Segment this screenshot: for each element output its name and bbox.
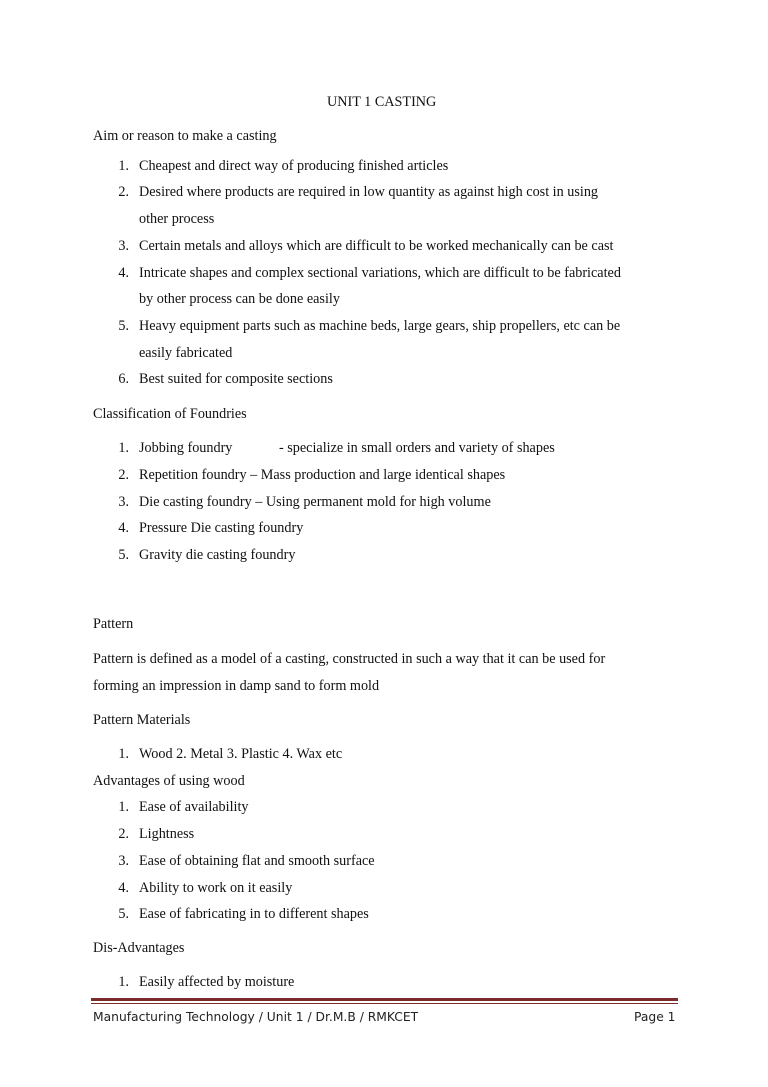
materials-item-number: 1. [118,746,129,762]
aim-item-text: Intricate shapes and complex sectional variations, which are difficult to be fabricated [139,265,621,281]
footer-course-info: Manufacturing Technology / Unit 1 / Dr.M.B / RMKCET [93,1010,419,1024]
disadvantage-item-number: 1. [118,974,129,990]
aim-item-text-continued: by other process can be done easily [139,291,340,307]
advantages-heading: Advantages of using wood [93,773,245,789]
pattern-materials-heading: Pattern Materials [93,712,191,728]
pattern-definition: Pattern is defined as a model of a casting, constructed in such a way that it can be used for [93,651,606,667]
aim-item-number: 4. [118,265,129,281]
advantage-item-number: 1. [118,799,129,815]
foundry-item-number: 5. [118,547,129,563]
pattern-definition-continued: forming an impression in damp sand to form mold [93,678,380,694]
advantage-item-number: 5. [118,906,129,922]
foundry-item-description: - specialize in small orders and variety of shapes [279,440,555,456]
disadvantages-heading: Dis-Advantages [93,940,185,956]
pattern-heading: Pattern [93,616,134,632]
aim-item-number: 1. [118,158,129,174]
advantage-item-text: Ease of obtaining flat and smooth surface [139,853,375,869]
aim-item-text: Desired where products are required in low quantity as against high cost in using [139,184,599,200]
aim-heading: Aim or reason to make a casting [93,128,277,144]
materials-item-text: Wood 2. Metal 3. Plastic 4. Wax etc [139,746,343,762]
foundry-item-text: Gravity die casting foundry [139,547,296,563]
aim-item-number: 3. [118,238,129,254]
foundries-heading: Classification of Foundries [93,406,247,422]
aim-item-number: 5. [118,318,129,334]
aim-item-text-continued: easily fabricated [139,345,233,361]
aim-item-text-continued: other process [139,211,215,227]
advantage-item-text: Ease of availability [139,799,249,815]
disadvantage-item-text: Easily affected by moisture [139,974,295,990]
advantage-item-number: 4. [118,880,129,896]
foundry-item-number: 4. [118,520,129,536]
aim-item-text: Certain metals and alloys which are difficult to be worked mechanically can be cast [139,238,614,254]
advantage-item-text: Ease of fabricating in to different shapes [139,906,369,922]
aim-item-number: 6. [118,371,129,387]
advantage-item-text: Ability to work on it easily [139,880,293,896]
page-title: UNIT 1 CASTING [327,94,437,110]
footer-page-number: Page 1 [634,1010,676,1024]
aim-item-text: Heavy equipment parts such as machine beds, large gears, ship propellers, etc can be [139,318,621,334]
advantage-item-text: Lightness [139,826,195,842]
aim-item-text: Cheapest and direct way of producing finished articles [139,158,449,174]
aim-item-text: Best suited for composite sections [139,371,333,387]
foundry-item-number: 1. [118,440,129,456]
footer-divider [91,998,678,1001]
advantage-item-number: 2. [118,826,129,842]
foundry-item-text: Pressure Die casting foundry [139,520,304,536]
foundry-item-number: 2. [118,467,129,483]
foundry-item-text: Die casting foundry – Using permanent mold for high volume [139,494,491,510]
foundry-item-text: Repetition foundry – Mass production and large identical shapes [139,467,506,483]
foundry-item-number: 3. [118,494,129,510]
foundry-item-name: Jobbing foundry [139,440,233,456]
advantage-item-number: 3. [118,853,129,869]
aim-item-number: 2. [118,184,129,200]
footer-divider-thin [91,1003,678,1004]
